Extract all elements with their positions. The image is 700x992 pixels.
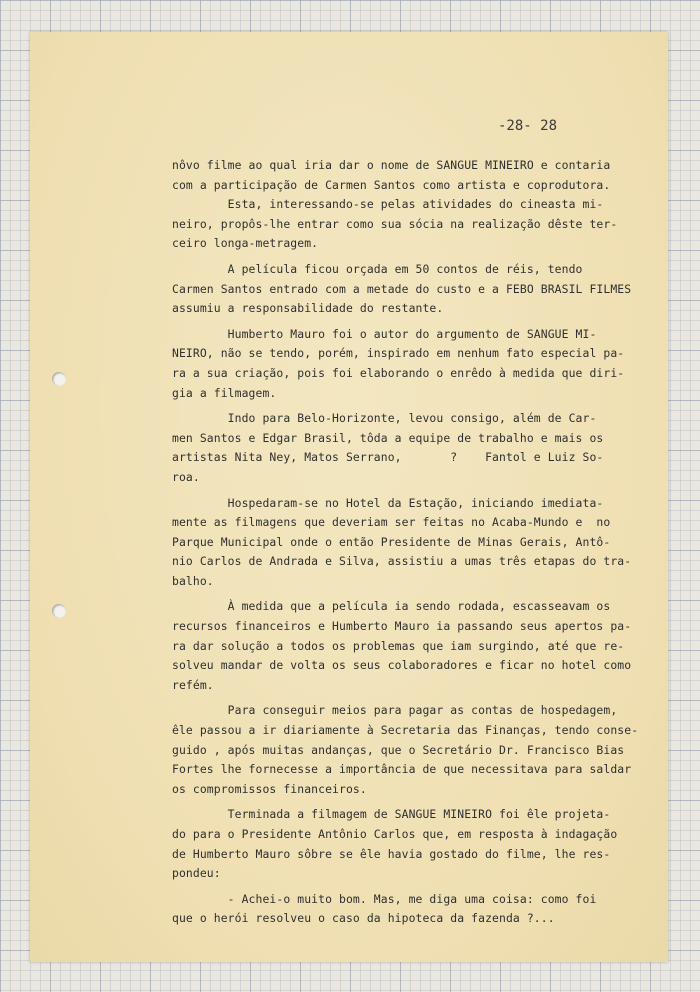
text-line: guido , após muitas andanças, que o Secretário Dr. Francisco Bias bbox=[172, 742, 625, 757]
text-line: Esta, interessando-se pelas atividades do cineasta mi- bbox=[172, 197, 604, 212]
text-line: Parque Municipal onde o então Presidente de Minas Gerais, Antô- bbox=[172, 534, 611, 549]
text-line: artistas Nita Ney, Matos Serrano, ? Fantol e Luiz So- bbox=[172, 450, 604, 465]
text-line: Fortes lhe fornecesse a importância de que necessitava para saldar bbox=[172, 762, 632, 777]
text-line: neiro, propôs-lhe entrar como sua sócia na realização dêste ter- bbox=[172, 216, 618, 231]
text-line: os compromissos financeiros. bbox=[172, 781, 367, 796]
text-line: pondeu: bbox=[172, 866, 221, 881]
text-line: assumiu a responsabilidade do restante. bbox=[172, 301, 444, 316]
text-line: ra dar solução a todos os problemas que iam surgindo, até que re- bbox=[172, 638, 625, 653]
text-line: de Humberto Mauro sôbre se êle havia gostado do filme, lhe res- bbox=[172, 846, 611, 861]
text-line: refém. bbox=[172, 677, 214, 692]
text-line: roa. bbox=[172, 469, 200, 484]
text-line: do para o Presidente Antônio Carlos que, em resposta à indagação bbox=[172, 827, 618, 841]
text-line: NEIRO, não se tendo, porém, inspirado em nenhum fato especial pa- bbox=[172, 346, 625, 361]
text-line: gia a filmagem. bbox=[172, 385, 277, 400]
text-line: mente as filmagens que deveriam ser feitas no Acaba-Mundo e no bbox=[172, 515, 611, 530]
text-line: Carmen Santos entrado com a metade do custo e a FEBO BRASIL FILMES bbox=[172, 281, 632, 296]
page-number: -28- 28 bbox=[498, 118, 558, 134]
text-line: ra a sua criação, pois foi elaborando o enrêdo à medida que diri- bbox=[172, 365, 625, 380]
text-line: ceiro longa-metragem. bbox=[172, 236, 319, 251]
text-line: que o herói resolveu o caso da hipoteca da fazenda ?... bbox=[172, 911, 555, 926]
text-line: Terminada a filmagem de SANGUE MINEIRO foi êle projeta- bbox=[172, 807, 611, 822]
text-line: êle passou a ir diariamente à Secretaria das Finanças, tendo conse- bbox=[172, 723, 639, 738]
text-line: com a participação de Carmen Santos como artista e coprodutora. bbox=[172, 177, 611, 192]
text-line: nio Carlos de Andrada e Silva, assistiu a umas três etapas do tra- bbox=[172, 554, 632, 569]
body-text bbox=[172, 156, 672, 929]
text-line: À medida que a película ia sendo rodada, escasseavam os bbox=[172, 599, 611, 614]
text-line: Indo para Belo-Horizonte, levou consigo, além de Car- bbox=[172, 411, 597, 426]
text-line: Para conseguir meios para pagar as contas de hospedagem, bbox=[172, 703, 618, 718]
text-line: recursos financeiros e Humberto Mauro ia passando seus apertos pa- bbox=[172, 619, 632, 634]
text-line: nôvo filme ao qual iria dar o nome de SANGUE MINEIRO e contaria bbox=[172, 158, 611, 172]
typewritten-page bbox=[30, 32, 668, 962]
text-line: Hospedaram-se no Hotel da Estação, iniciando imediata- bbox=[172, 495, 604, 510]
text-line: solveu mandar de volta os seus colaboradores e ficar no hotel como bbox=[172, 658, 632, 673]
text-line: Humberto Mauro foi o autor do argumento de SANGUE MI- bbox=[172, 326, 597, 341]
punch-hole bbox=[52, 604, 66, 618]
text-line: balho. bbox=[172, 573, 214, 588]
text-line: men Santos e Edgar Brasil, tôda a equipe de trabalho e mais os bbox=[172, 430, 604, 445]
text-line: A película ficou orçada em 50 contos de réis, tendo bbox=[172, 261, 583, 276]
text-line: - Achei-o muito bom. Mas, me diga uma coisa: como foi bbox=[172, 891, 597, 906]
punch-hole bbox=[52, 372, 66, 386]
